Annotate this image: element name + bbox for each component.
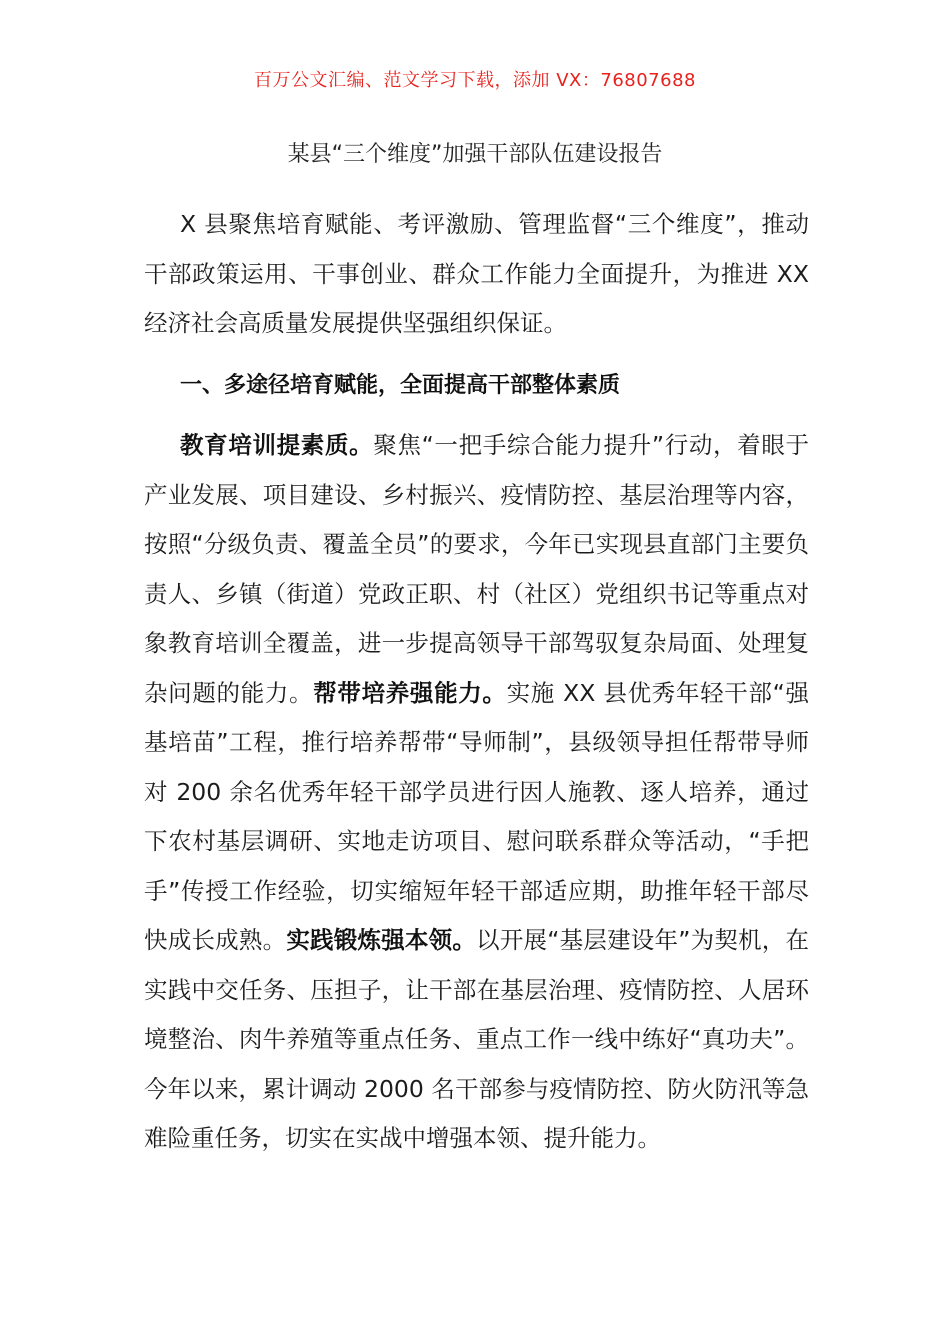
subheading-education: 教育培训提素质。 <box>180 431 374 459</box>
document-title: 某县“三个维度”加强干部队伍建设报告 <box>287 142 663 167</box>
subheading-mentoring: 帮带培养强能力。 <box>313 678 507 707</box>
watermark-banner: 百万公文汇编、范文学习下载，添加 VX：76807688 <box>254 70 696 91</box>
intro-paragraph: X 县聚焦培育赋能、考评激励、管理监督“三个维度”，推动干部政策运用、干事创业、群众工作能力全面提升，为推进 XX 经济社会高质量发展提供坚强组织保证。 <box>144 210 809 337</box>
section-paragraph <box>144 421 809 1164</box>
paragraph-text-practice: 以开展“基层建设年”为契机，在实践中交任务、压担子，让干部在基层治理、疫情防控、人居环境整治、肉牛养殖等重点任务、重点工作一线中练好“真功夫”。今年以来，累计调动 2000 名干部参与疫情防控、防火防汛等急难险重任务，切实在实战中增强本领、提升能力。 <box>144 926 810 1152</box>
subheading-practice: 实践锻炼强本领。 <box>286 926 477 954</box>
paragraph-text-education: 聚焦“一把手综合能力提升”行动，着眼于产业发展、项目建设、乡村振兴、疫情防控、基层治理等内容，按照“分级负责、覆盖全员”的要求，今年已实现县直部门主要负责人、乡镇（街道）党政正职、村（社区）党组织书记等重点对象教育培训全覆盖，进一步提高领导干部驾驭复杂局面、处理复杂问题的能力。 <box>144 431 809 707</box>
section-heading: 一、多途径培育赋能，全面提高干部整体素质 <box>180 373 621 398</box>
paragraph-text-mentoring: 实施 XX 县优秀年轻干部“强基培苗”工程，推行培养帮带“导师制”，县级领导担任帮带导师对 200 余名优秀年轻干部学员进行因人施教、逐人培养，通过下农村基层调研、实地走访项目、慰问联系群众等活动，“手把手”传授工作经验，切实缩短年轻干部适应期，助推年轻干部尽快成长成熟。 <box>144 678 810 954</box>
